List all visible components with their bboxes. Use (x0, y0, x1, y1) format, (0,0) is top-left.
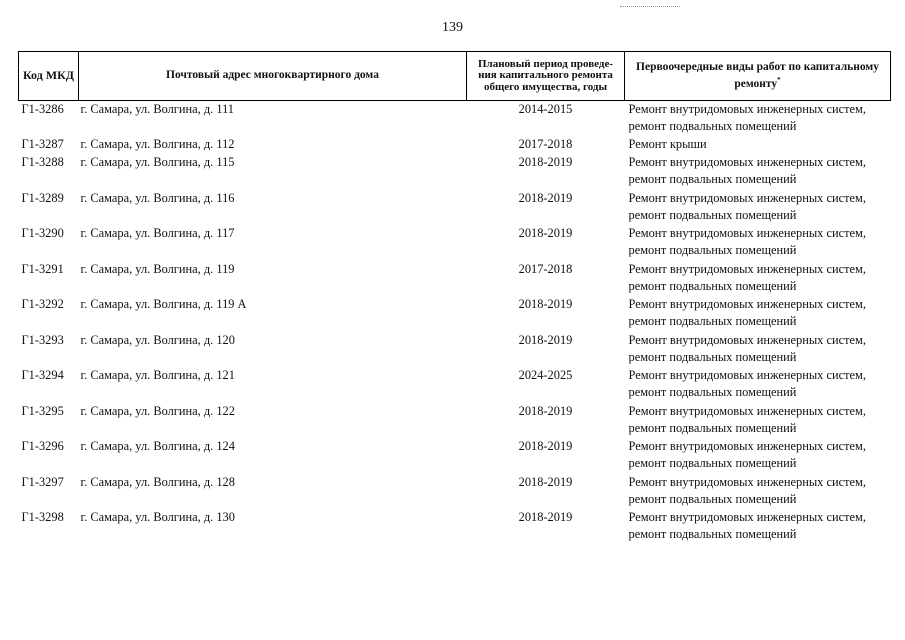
row-code: Г1-3288 (21, 155, 64, 169)
row-period: 2017-2018 (518, 261, 573, 276)
row-address: г. Самара, ул. Волгина, д. 120 (80, 332, 235, 347)
row-code: Г1-3297 (21, 474, 64, 489)
row-address: г. Самара, ул. Волгина, д. 111 (80, 102, 235, 116)
table-row (19, 509, 891, 545)
header-period: Плановый период проведе-ния капитального ремонта общего имущества, годы (467, 52, 625, 101)
page-number: 139 (442, 20, 463, 35)
row-code: Г1-3290 (21, 226, 64, 240)
row-works: Ремонт внутридомовых инженерных систем, ремонт подвальных помещений (628, 474, 866, 506)
table-body (19, 101, 891, 545)
scan-artifact (620, 6, 680, 8)
row-period: 2018-2019 (518, 332, 573, 347)
row-code: Г1-3286 (21, 102, 64, 116)
row-address: г. Самара, ул. Волгина, д. 115 (80, 155, 235, 169)
row-works: Ремонт внутридомовых инженерных систем, ремонт подвальных помещений (628, 226, 866, 257)
row-address: г. Самара, ул. Волгина, д. 112 (80, 137, 235, 151)
table-row (19, 367, 891, 403)
header-address: Почтовый адрес многоквартирного дома (79, 52, 467, 101)
table-row (19, 403, 891, 439)
row-period: 2018-2019 (518, 190, 573, 205)
table-row (19, 154, 891, 190)
header-works-footnote: * (777, 76, 781, 85)
row-works: Ремонт внутридомовых инженерных систем, ремонт подвальных помещений (628, 368, 866, 399)
table-row (19, 101, 891, 137)
table-row (19, 438, 891, 474)
table-header (19, 52, 891, 101)
row-period: 2014-2015 (518, 102, 573, 116)
row-code: Г1-3294 (21, 368, 64, 382)
row-address: г. Самара, ул. Волгина, д. 128 (80, 474, 235, 489)
row-address: г. Самара, ул. Волгина, д. 117 (80, 226, 235, 240)
row-address: г. Самара, ул. Волгина, д. 121 (80, 368, 235, 382)
row-period: 2017-2018 (518, 137, 573, 151)
row-period: 2018-2019 (518, 510, 573, 524)
row-period: 2018-2019 (518, 439, 573, 453)
header-code: Код МКД (19, 52, 79, 101)
row-code: Г1-3292 (21, 297, 64, 311)
row-code: Г1-3291 (21, 261, 64, 276)
table-row (19, 332, 891, 368)
table-row (19, 225, 891, 261)
row-code: Г1-3295 (21, 403, 64, 418)
row-works: Ремонт внутридомовых инженерных систем, ремонт подвальных помещений (628, 510, 866, 541)
row-period: 2018-2019 (518, 155, 573, 169)
table-row (19, 136, 891, 154)
header-works (625, 52, 891, 101)
row-period: 2018-2019 (518, 297, 573, 311)
row-period: 2018-2019 (518, 226, 573, 240)
row-period: 2018-2019 (518, 403, 573, 418)
row-code: Г1-3289 (21, 190, 64, 205)
row-works: Ремонт крыши (628, 137, 707, 151)
row-code: Г1-3296 (21, 439, 64, 453)
table-row (19, 261, 891, 297)
row-address: г. Самара, ул. Волгина, д. 124 (80, 439, 235, 453)
row-period: 2024-2025 (518, 368, 573, 382)
row-code: Г1-3287 (21, 137, 64, 151)
row-period: 2018-2019 (518, 474, 573, 489)
row-works: Ремонт внутридомовых инженерных систем, ремонт подвальных помещений (628, 439, 866, 470)
row-works: Ремонт внутридомовых инженерных систем, ремонт подвальных помещений (628, 332, 866, 364)
row-works: Ремонт внутридомовых инженерных систем, ремонт подвальных помещений (628, 190, 866, 222)
row-works: Ремонт внутридомовых инженерных систем, ремонт подвальных помещений (628, 155, 866, 186)
table-row (19, 474, 891, 510)
row-address: г. Самара, ул. Волгина, д. 119 (80, 261, 235, 276)
row-works: Ремонт внутридомовых инженерных систем, ремонт подвальных помещений (628, 297, 866, 328)
row-code: Г1-3298 (21, 510, 64, 524)
row-code: Г1-3293 (21, 332, 64, 347)
table-row (19, 190, 891, 226)
row-address: г. Самара, ул. Волгина, д. 116 (80, 190, 235, 205)
row-works: Ремонт внутридомовых инженерных систем, ремонт подвальных помещений (628, 261, 866, 293)
row-address: г. Самара, ул. Волгина, д. 130 (80, 510, 235, 524)
row-works: Ремонт внутридомовых инженерных систем, ремонт подвальных помещений (628, 403, 866, 435)
header-works-text: Первоочередные виды работ по капитальному ремонту (636, 61, 879, 90)
table-row (19, 296, 891, 332)
row-address: г. Самара, ул. Волгина, д. 119 А (80, 297, 247, 311)
row-works: Ремонт внутридомовых инженерных систем, ремонт подвальных помещений (628, 102, 866, 133)
row-address: г. Самара, ул. Волгина, д. 122 (80, 403, 235, 418)
capital-repair-table (18, 51, 891, 545)
